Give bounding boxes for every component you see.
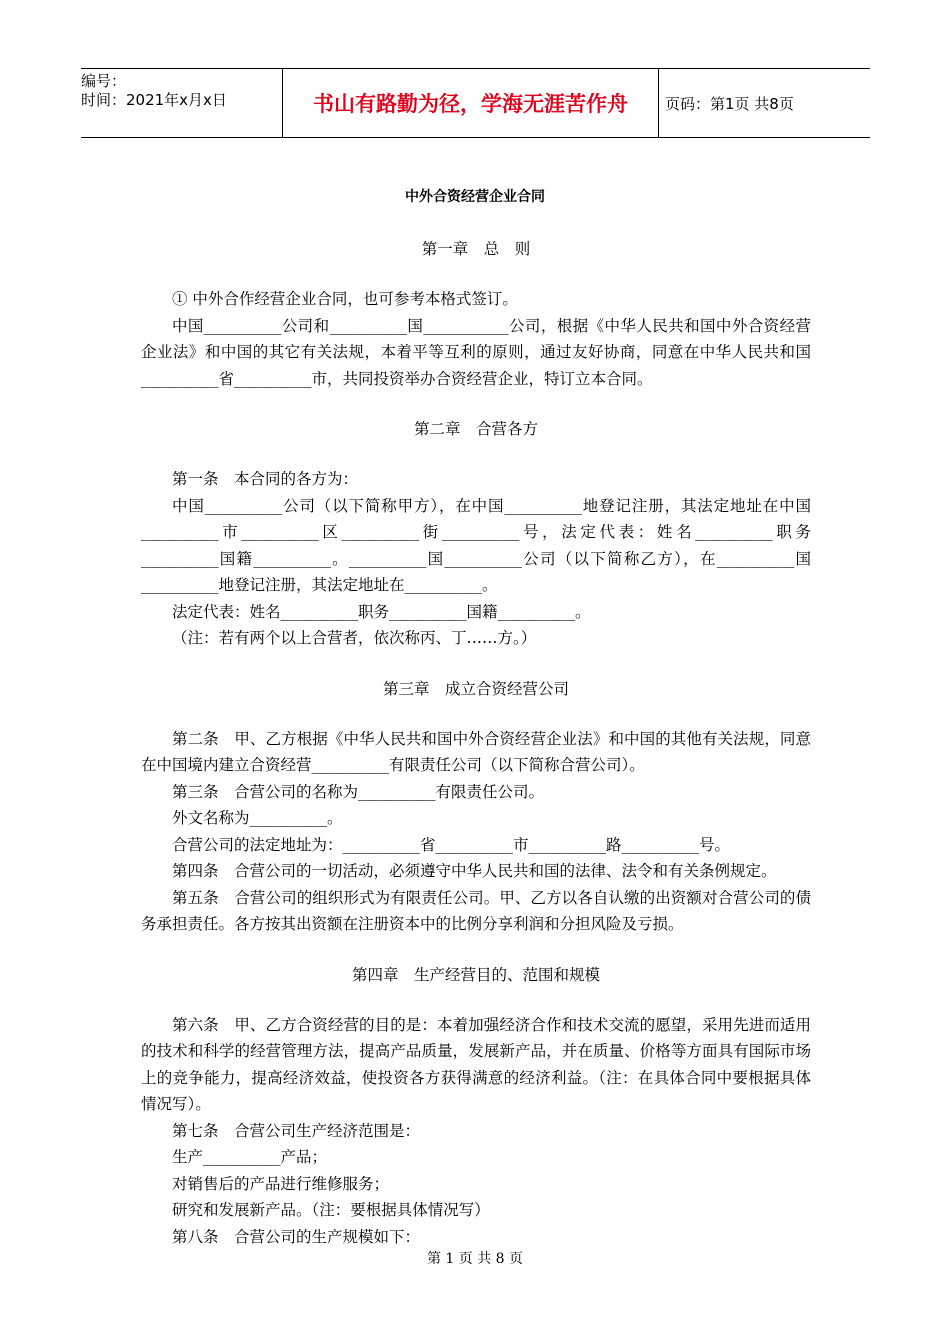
chapter-heading: 第二章 合营各方 [413, 420, 538, 438]
document-title: 中外合资经营企业合同 [405, 189, 545, 205]
header-motto: 书山有路勤为径，学海无涯苦作舟 [282, 69, 659, 137]
paragraph: 生产__________产品； [172, 1148, 328, 1166]
paragraph: 研究和发展新产品。（注：要根据具体情况写） [172, 1201, 490, 1219]
paragraph: 第一条 本合同的各方为： [172, 470, 359, 488]
paragraph: 中国__________公司和__________国___________公司，根据《中华人民共和国中外合资经营企业法》和中国的其它有关法规，本着平等互利的原则，通过友好协商，同意在中华人民共和国__________省__________市，共同投资举办合资经营企业，特订立本合同。 [141, 316, 811, 388]
paragraph: 第六条 甲、乙方合资经营的目的是：本着加强经济合作和技术交流的愿望，采用先进而适用的技术和科学的经营管理方法，提高产品质量，发展新产品，并在质量、价格等方面具有国际市场上的竞争能力，提高经济效益，使投资各方获得满意的经济利益。（注：在具体合同中要根据具体情况写）。 [141, 1015, 811, 1113]
paragraph: 第二条 甲、乙方根据《中华人民共和国中外合资经营企业法》和中国的其他有关法规，同意在中国境内建立合资经营__________有限责任公司（以下简称合营公司）。 [141, 729, 811, 774]
paragraph: 第三条 合营公司的名称为__________有限责任公司。 [172, 782, 545, 801]
date-label: 时间：2021年x月x日 [81, 91, 227, 109]
page-header [81, 68, 870, 138]
paragraph: 第五条 合营公司的组织形式为有限责任公司。甲、乙方以各自认缴的出资额对合营公司的债务承担责任。各方按其出资额在注册资本中的比例分享利润和分担风险及亏损。 [141, 888, 811, 933]
paragraph: 第八条 合营公司的生产规模如下： [172, 1227, 421, 1246]
paragraph: ① 中外合作经营企业合同，也可参考本格式签订。 [172, 290, 518, 308]
header-page-info: 页码：第1页 共8页 [665, 94, 794, 113]
document-body [141, 236, 811, 1250]
paragraph: （注：若有两个以上合营者，依次称丙、丁……方。） [172, 629, 537, 647]
paragraph: 外文名称为__________。 [172, 809, 343, 827]
paragraph: 合营公司的法定地址为：__________省__________市__________路__________号。 [172, 835, 731, 854]
number-label: 编号： [81, 72, 127, 90]
page-footer: 第 1 页 共 8 页 [426, 1251, 524, 1267]
paragraph: 第四条 合营公司的一切活动，必须遵守中华人民共和国的法律、法令和有关条例规定。 [172, 862, 777, 880]
chapter-heading: 第四章 生产经营目的、范围和规模 [351, 965, 600, 984]
paragraph: 中国__________公司（以下简称甲方），在中国__________地登记注册，其法定地址在中国__________市__________区__________街__________号，法定代表：姓名__________职务__________国籍__________。__________国__________公司（以下简称乙方），在__________国__________地登记注册，其法定地址在__________。 [141, 496, 811, 594]
header-meta [81, 69, 281, 140]
paragraph: 法定代表：姓名__________职务__________国籍__________。 [172, 602, 591, 621]
chapter-heading: 第三章 成立合资经营公司 [382, 679, 569, 698]
paragraph: 对销售后的产品进行维修服务； [172, 1174, 390, 1193]
paragraph: 第七条 合营公司生产经济范围是： [172, 1121, 421, 1140]
chapter-heading: 第一章 总 则 [421, 240, 531, 258]
